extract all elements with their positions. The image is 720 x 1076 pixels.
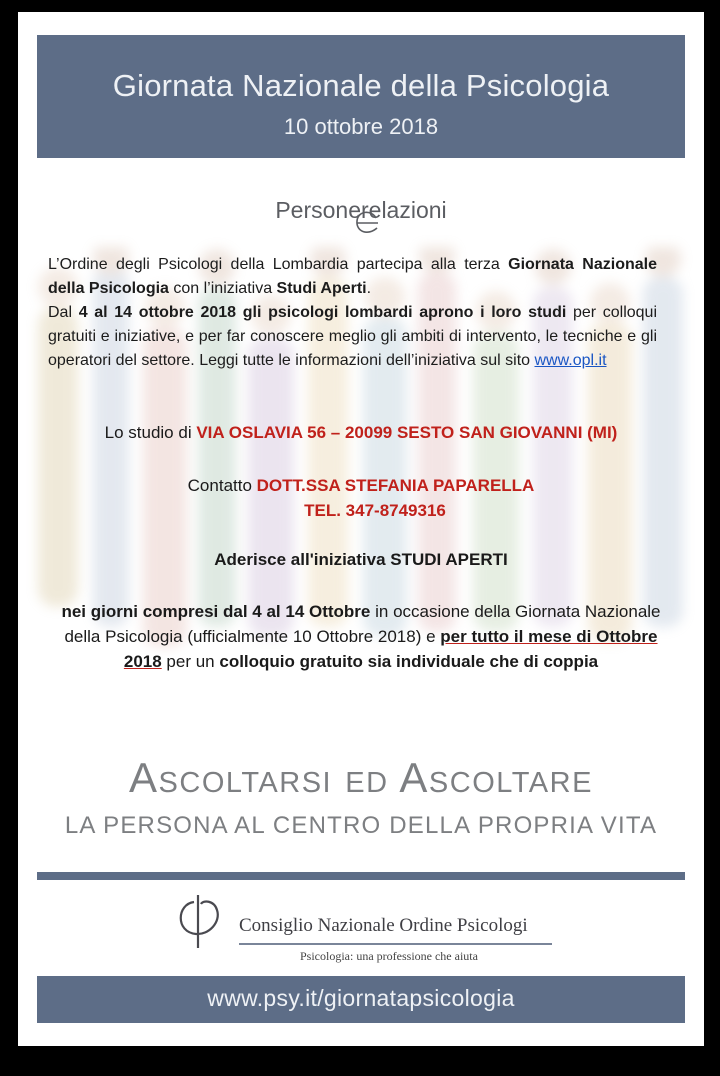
org-underline [239,943,552,945]
org-tagline: Psicologia: una professione che aiuta [300,949,478,963]
relazioni-word: relazioni [361,197,447,223]
contact-block [18,473,704,523]
header-band [37,35,685,158]
adherence-statement: Aderisce all'iniziativa STUDI APERTI [214,550,508,569]
divider-band [37,872,685,880]
intro-paragraph-1: L’Ordine degli Psicologi della Lombardia partecipa alla terza Giornata Nazionale della Psicologia con l’iniziativa Studi Aperti. [48,256,657,297]
poster [18,12,704,1046]
footer-band [37,976,685,1023]
contact-line [18,473,704,498]
intro-paragraph-2: Dal 4 al 14 ottobre 2018 gli psicologi lombardi aprono i loro studi per colloqui gratuiti e iniziative, e per far conoscere meglio gli ambiti di intervento, le tecniche e gli operatori del settore. Leggi tutte le informazioni dell’iniziativa sul sito www.opl.it [48,304,658,369]
slogan-subtitle: LA PERSONA AL CENTRO DELLA PROPRIA VITA [64,812,658,839]
contact-label: Contatto [187,476,257,495]
studio-address: VIA OSLAVIA 56 – 20099 SESTO SAN GIOVANNI (MI) [196,423,618,442]
contact-name: DOTT.SSA STEFANIA PAPARELLA [256,476,535,495]
persone-word: Persone [275,197,361,223]
e-symbol-icon [352,208,382,242]
event-title: Giornata Nazionale della Psicologia [112,68,610,103]
opl-website-link[interactable]: www.opl.it [534,352,607,369]
studio-address-line [18,423,704,443]
slogan-title: Ascoltarsi ed Ascoltare [129,754,593,801]
intro-text [48,253,657,373]
org-name: Consiglio Nazionale Ordine Psicologi [239,915,528,936]
dates-paragraph: nei giorni compresi dal 4 al 14 Ottobre in occasione della Giornata Nazionale della Psicologia (ufficialmente 10 Ottobre 2018) e per tutto il mese di Ottobre 2018 per un colloquio gratuito sia individuale che di coppia [61,602,661,671]
persone-relazioni-logo [18,197,704,224]
psi-logo-icon [171,892,225,954]
contact-phone: TEL. 347-8749316 [304,501,446,520]
studio-label: Lo studio di [104,423,197,442]
contact-phone-line [18,498,704,523]
footer-url-link[interactable]: www.psy.it/giornatapsicologia [207,985,515,1011]
event-date: 10 ottobre 2018 [283,114,439,139]
